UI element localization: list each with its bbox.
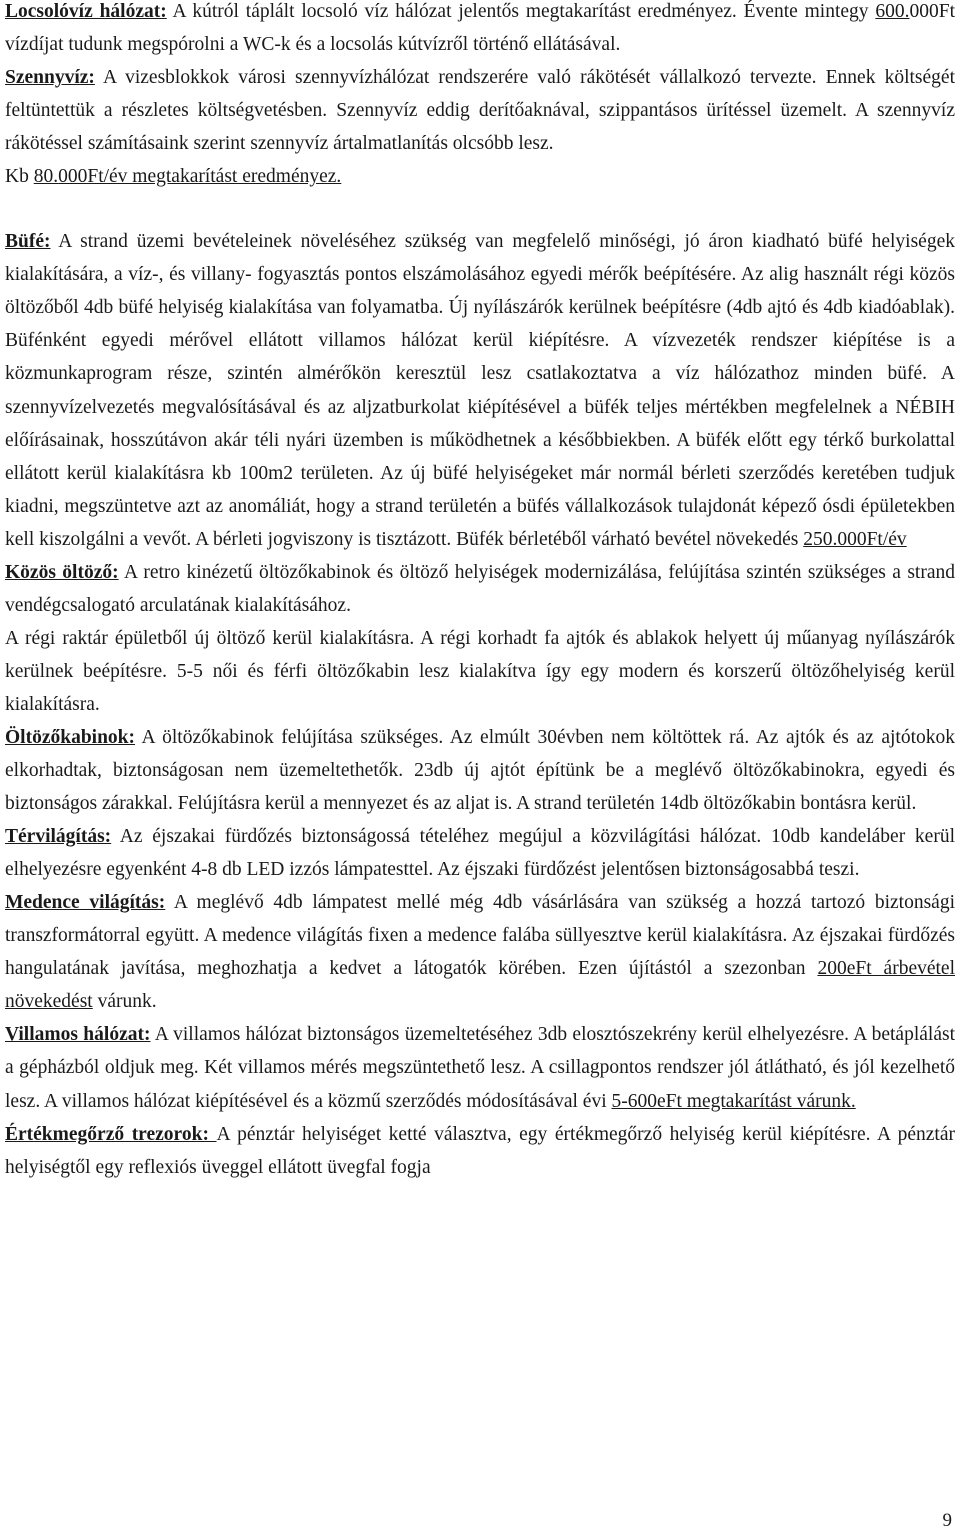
heading-villamos: Villamos hálózat: (5, 1024, 151, 1046)
text-locsolo-1: A kútról táplált locsoló víz hálózat jelentős megtakarítást eredményez. Évente mintegy (166, 1, 876, 22)
paragraph-trezor (5, 1118, 955, 1184)
text-villamos-1: A villamos hálózat biztonságos üzemeltetéséhez 3db elosztószekrény kerül elhelyezésre. A betáplálást a gépházból oldjuk meg. Két villamos mérés megszüntethető lesz. A csillagpontos rendszer jól átlátható, és jól kezelhető lesz. A villamos hálózat kiépítésével és a közmű szerződés módosításával évi (5, 1024, 955, 1112)
text-bufe-amount: 250.000Ft/év (803, 528, 907, 550)
heading-trezor: Értékmegőrző trezorok: (5, 1123, 217, 1145)
document-page (5, 0, 955, 1184)
text-trezor-1: A pénztár helyiséget ketté választva, egy értékmegőrző helyiség kerül kiépítésre. A pénztár helyiségtől egy reflexiós üveggel ellátott üvegfal fogja (5, 1123, 955, 1178)
heading-locsolo: Locsolóvíz hálózat: (5, 1, 167, 22)
text-locsolo-2: 000Ft vízdíjat tudunk megspórolni a WC-k és a locsolás kútvízről történő ellátásával. (5, 1, 955, 56)
text-medence-2: várunk. (92, 991, 157, 1013)
paragraph-kozos (5, 556, 955, 622)
text-locsolo-amount: 600. (875, 1, 910, 22)
paragraph-kabinok (5, 721, 955, 820)
text-villamos-amount: 5-600eFt megtakarítást várunk. (611, 1090, 856, 1112)
paragraph-kozos-2 (5, 622, 955, 721)
paragraph-szennyviz-savings (5, 160, 955, 193)
heading-terv: Térvilágítás: (5, 826, 112, 848)
text-szennyviz-1: A vizesblokkok városi szennyvízhálózat rendszerére való rákötését vállalkozó tervezte. Ennek költségét feltüntettük a részletes költségvetésben. Szennyvíz eddig derítőaknával, szippantásos ürítéssel üzemelt. A szennyvíz rákötéssel számításaink szerint szennyvíz ártalmatlanítás olcsóbb lesz. (5, 67, 955, 155)
paragraph-bufe (5, 225, 955, 555)
text-kozos-1: A retro kinézetű öltözőkabinok és öltöző helyiségek modernizálása, felújítása szintén szükséges a strand vendégcsalogató arculatának kialakításához. (5, 561, 955, 616)
heading-bufe: Büfé: (5, 231, 51, 253)
text-bufe-1: A strand üzemi bevételeinek növeléséhez szükség van megfelelő minőségi, jó áron kiadható büfé helyiségek kialakítására, a víz-, és villany- fogyasztás pontos elszámolásához egyedi mérők beépítésére. Az alig használt régi közös öltözőből 4db büfé helyiség kialakítása van folyamatba. Új nyílászárók kerülnek beépítésre (4db ajtó és 4db kiadóablak). Büfénként egyedi mérővel ellátott villamos hálózat kerül kiépítésre. A vízvezeték rendszer kiépítése is a közmunkaprogram része, szintén almérőkön keresztül lesz csatlakoztatva a víz hálózathoz minden büfé. A szennyvízelvezetés megvalósításával és az aljzatburkolat kiépítésével a büfék teljes mértékben megfelelnek a NÉBIH előírásainak, hosszútávon akár téli nyári üzemben is működhetnek a későbbiekben. A büfék előtt egy térkő burkolattal ellátott kerül kialakításra kb 100m2 területen. Az új büfé helyiségeket már normál bérleti szerződés keretében tudjuk kiadni, megszüntetve azt az anomáliát, hogy a strand területén a büfés vállalkozások tulajdonát képező ósdi épületekben kell kiszolgálni a vevőt. A bérleti jogviszony is tisztázott. Büfék bérletéből várható bevétel növekedés (5, 231, 955, 550)
paragraph-medence (5, 886, 955, 1018)
paragraph-villamos (5, 1018, 955, 1117)
page-number: 9 (942, 1510, 952, 1531)
text-medence-1: A meglévő 4db lámpatest mellé még 4db vásárlására van szükség a hozzá tartozó biztonsági transzformátorral együtt. A medence világítás fixen a medence falába süllyesztve kerül kialakításra. Az éjszakai fürdőzés hangulatának javítása, meghozhatja a kedvet a látogatók körében. Ezen újítástól a szezonban (5, 892, 955, 980)
paragraph-szennyviz (5, 61, 955, 160)
heading-kozos: Közös öltöző: (5, 561, 119, 583)
text-terv-1: Az éjszakai fürdőzés biztonságossá tételéhez megújul a közvilágítási hálózat. 10db kandeláber kerül elhelyezésre egyenként 4-8 db LED izzós lámpatesttel. Az éjszaki fürdőzést jelentősen biztonságosabbá teszi. (5, 826, 955, 881)
text-szennyviz-3: 000Ft/év megtakarítást eredményez. (58, 166, 342, 188)
heading-szennyviz: Szennyvíz: (5, 67, 95, 89)
heading-medence: Medence világítás: (5, 892, 166, 914)
paragraph-gap (5, 193, 955, 225)
heading-kabinok: Öltözőkabinok: (5, 726, 136, 748)
text-kozos-2: A régi raktár épületből új öltöző kerül kialakításra. A régi korhadt fa ajtók és ablakok helyett új műanyag nyílászárók kerülnek beépítésre. 5-5 női és férfi öltözőkabin lesz kialakítva így egy modern és korszerű öltözőhelyiség kerül kialakításra. (5, 627, 955, 715)
text-kabinok-1: A öltözőkabinok felújítása szükséges. Az elmúlt 30évben nem költöttek rá. Az ajtók és az ajtótokok elkorhadtak, biztonságosan nem üzemeltethetők. 23db új ajtót építünk be a meglévő öltözőkabinokra, egyedi és biztonságos zárakkal. Felújításra kerül a mennyezet és az aljat is. A strand területén 14db öltözőkabin bontásra kerül. (5, 726, 955, 815)
paragraph-locsolo (5, 0, 955, 61)
text-medence-amount: 200eFt árbevétel növekedést (5, 958, 955, 1013)
text-szennyviz-amount: 80. (33, 166, 59, 188)
paragraph-terv (5, 820, 955, 886)
text-szennyviz-2: Kb (5, 166, 34, 188)
